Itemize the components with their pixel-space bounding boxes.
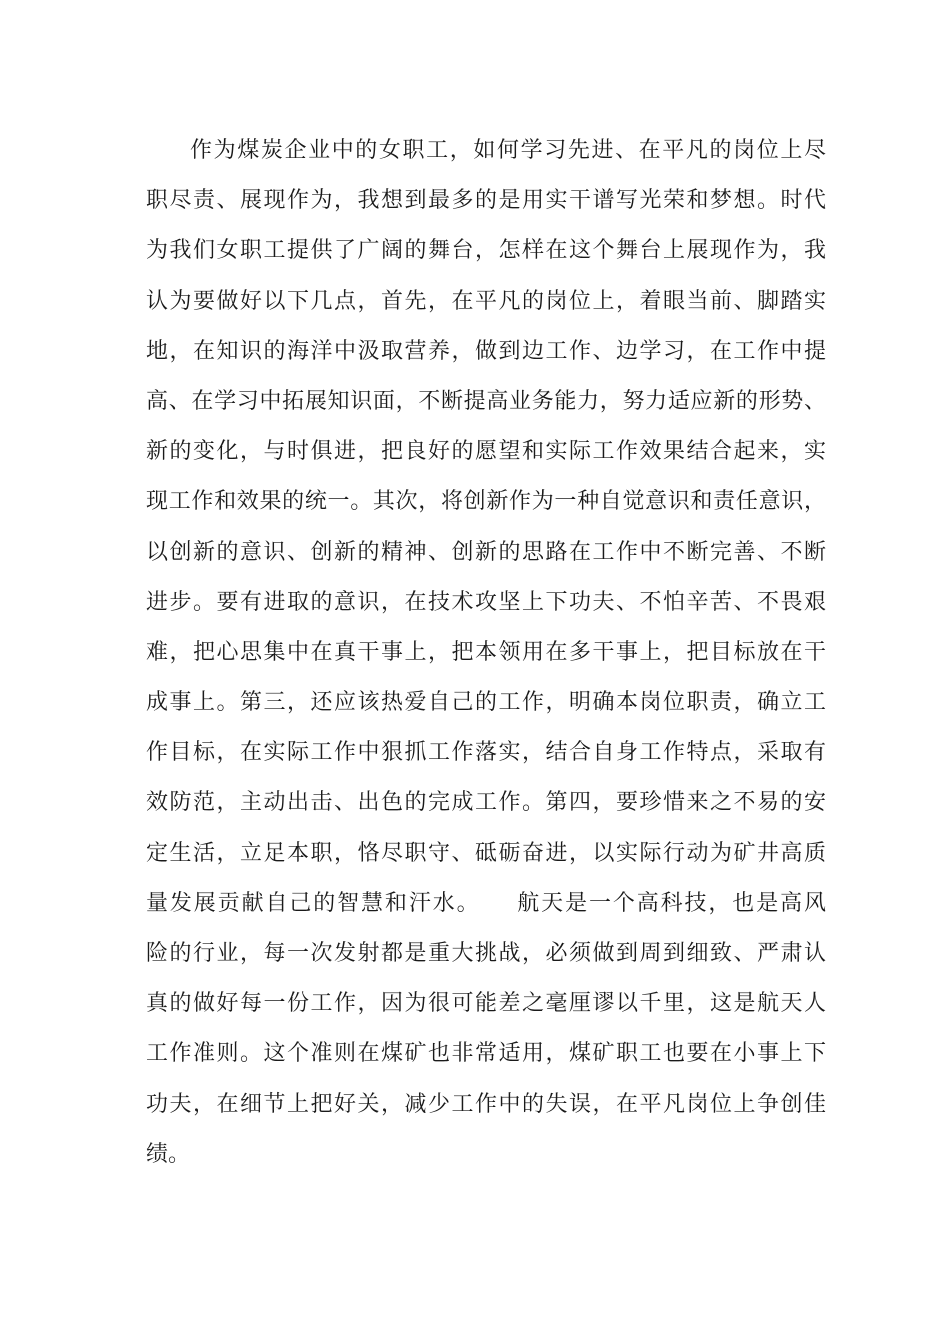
text-line: 难，把心思集中在真干事上，把本领用在多干事上，把目标放在干 (146, 639, 826, 665)
text-line: 成事上。第三，还应该热爱自己的工作，明确本岗位职责，确立工 (146, 690, 826, 716)
text-line: 真的做好每一份工作，因为很可能差之毫厘谬以千里，这是航天人 (146, 991, 826, 1017)
text-line: 效防范，主动出击、出色的完成工作。第四，要珍惜来之不易的安 (146, 790, 826, 816)
text-line: 为我们女职工提供了广阔的舞台，怎样在这个舞台上展现作为，我 (146, 238, 826, 264)
text-line: 职尽责、展现作为，我想到最多的是用实干谱写光荣和梦想。时代 (146, 188, 826, 214)
text-line: 定生活，立足本职，恪尽职守、砥砺奋进，以实际行动为矿井高质 (146, 840, 826, 866)
text-line: 绩。 (146, 1141, 191, 1167)
text-line: 险的行业，每一次发射都是重大挑战，必须做到周到细致、严肃认 (146, 941, 826, 966)
text-line: 量发展贡献自己的智慧和汗水。 航天是一个高科技，也是高风 (146, 890, 826, 916)
text-line: 工作准则。这个准则在煤矿也非常适用，煤矿职工也要在小事上下 (146, 1041, 826, 1067)
text-line: 作为煤炭企业中的女职工，如何学习先进、在平凡的岗位上尽 (190, 138, 826, 163)
text-line: 地，在知识的海洋中汲取营养，做到边工作、边学习，在工作中提 (146, 338, 826, 364)
text-line: 以创新的意识、创新的精神、创新的思路在工作中不断完善、不断 (146, 539, 826, 565)
text-line: 作目标，在实际工作中狠抓工作落实，结合自身工作特点，采取有 (146, 740, 826, 766)
text-line: 新的变化，与时俱进，把良好的愿望和实际工作效果结合起来，实 (146, 439, 826, 465)
text-line: 现工作和效果的统一。其次，将创新作为一种自觉意识和责任意识， (146, 489, 826, 515)
text-line: 进步。要有进取的意识，在技术攻坚上下功夫、不怕辛苦、不畏艰 (146, 589, 826, 615)
text-line: 认为要做好以下几点，首先，在平凡的岗位上，着眼当前、脚踏实 (146, 288, 826, 314)
body-paragraph (146, 126, 826, 1180)
text-line: 功夫，在细节上把好关，减少工作中的失误，在平凡岗位上争创佳 (146, 1091, 826, 1117)
text-line: 高、在学习中拓展知识面，不断提高业务能力，努力适应新的形势、 (146, 388, 826, 414)
